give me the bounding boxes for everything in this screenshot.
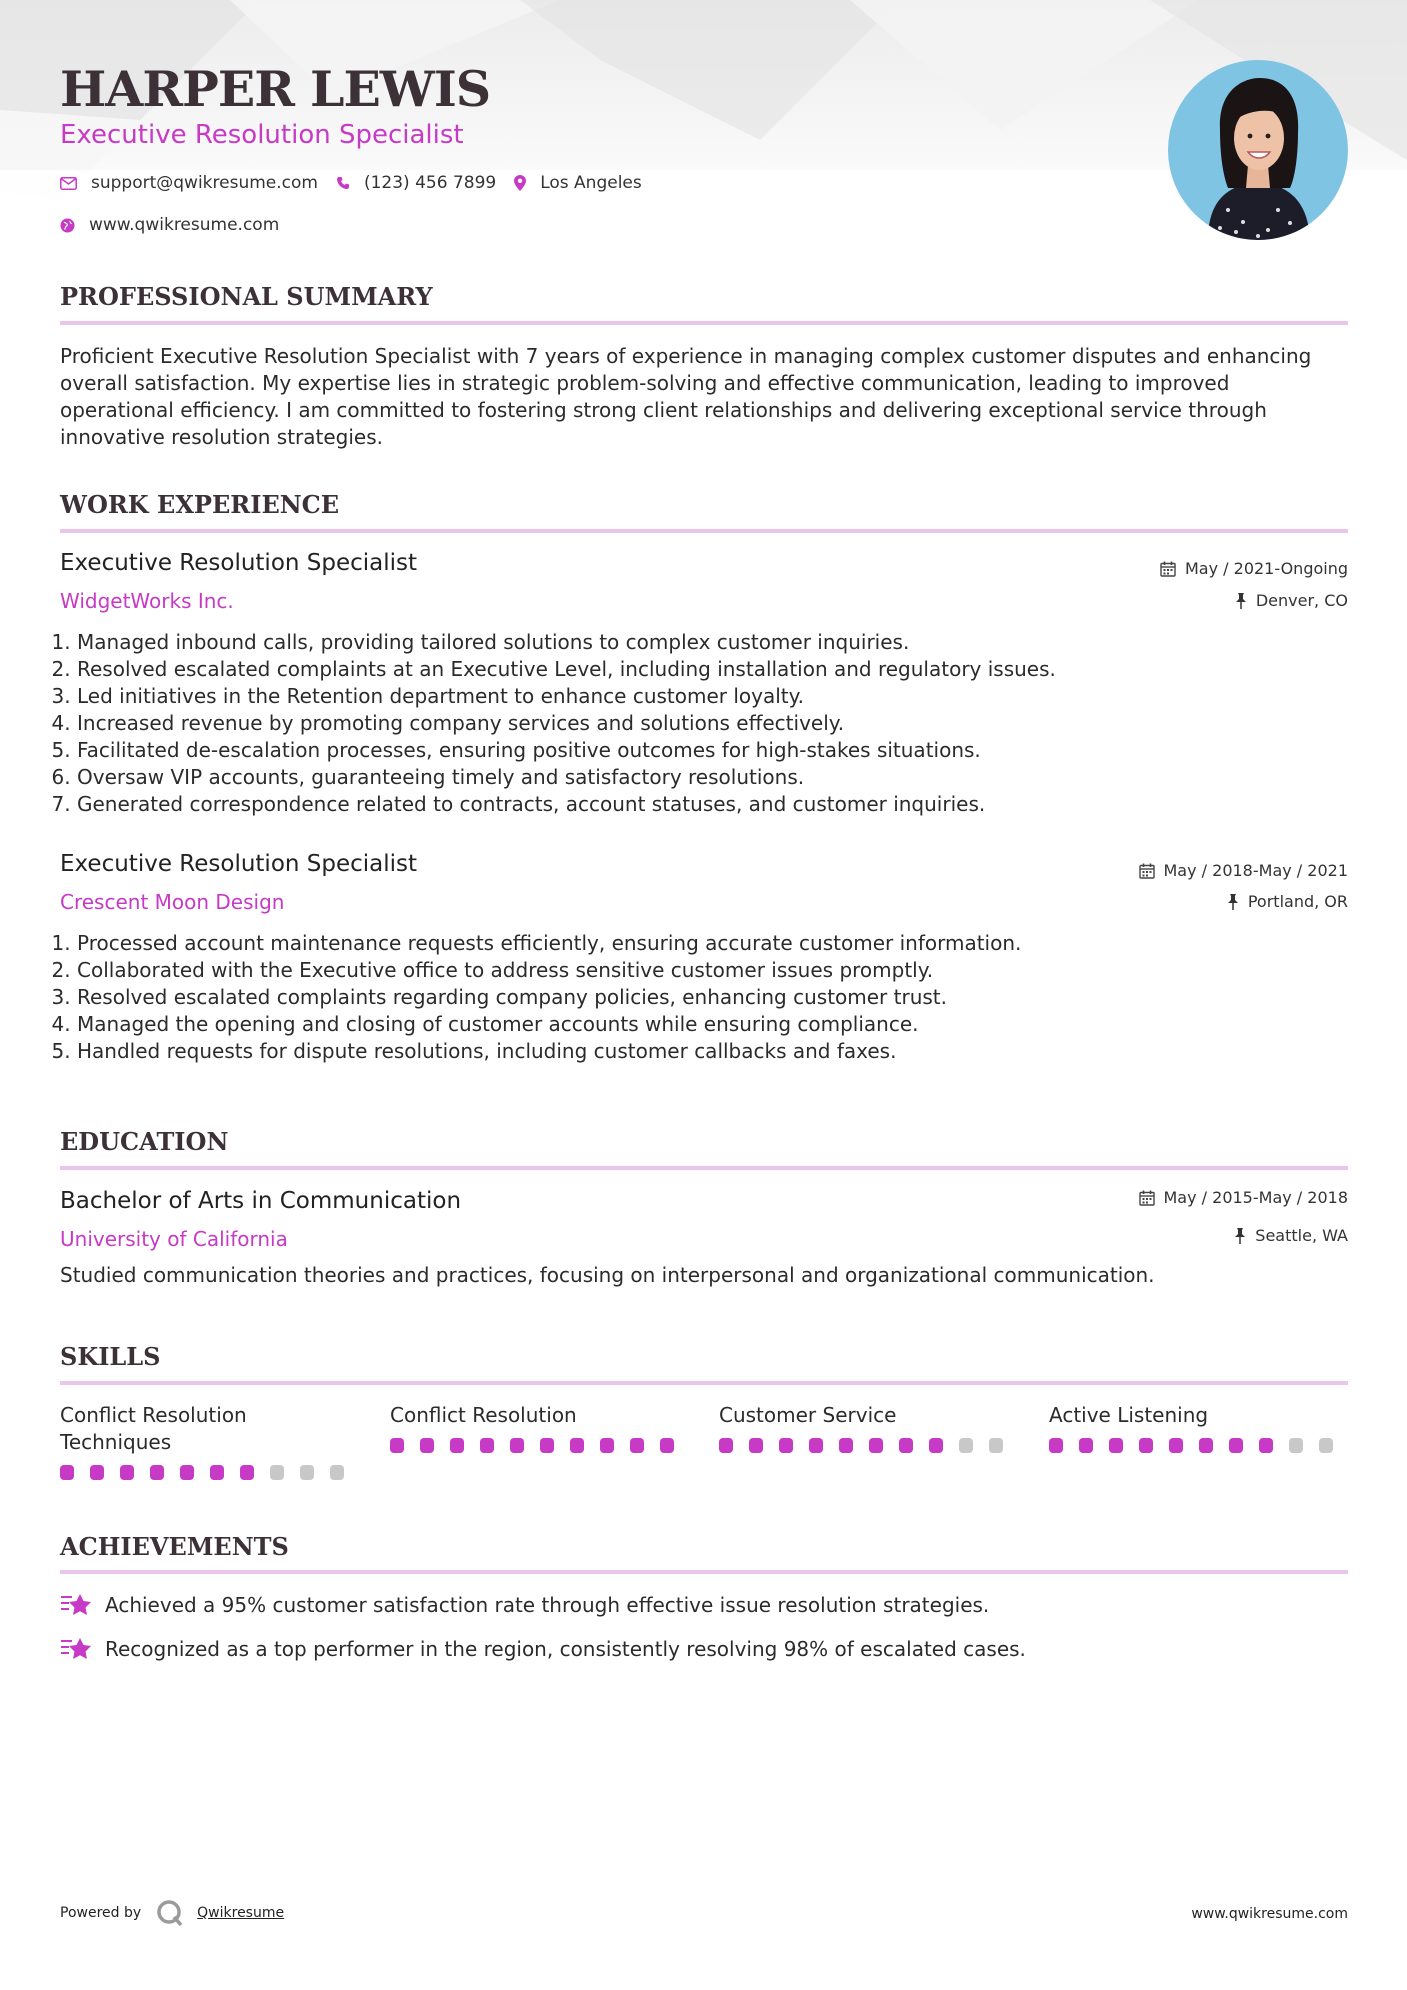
list-item: 4. Increased revenue by promoting company services and solutions effectively. — [77, 710, 1347, 737]
job-dates — [1139, 861, 1349, 880]
degree-title: Bachelor of Arts in Communication — [60, 1188, 462, 1214]
school-name: University of California — [60, 1227, 288, 1251]
job-title: Executive Resolution Specialist — [60, 550, 418, 576]
skill-dot-empty — [330, 1465, 344, 1480]
skill-dot-empty — [1319, 1438, 1333, 1453]
skill-dot-filled — [899, 1438, 913, 1453]
skill-dot-filled — [420, 1438, 434, 1453]
skill-rating — [390, 1438, 690, 1453]
calendar-icon — [1139, 863, 1155, 879]
skill-dot-filled — [90, 1465, 104, 1480]
skill-dot-filled — [150, 1465, 164, 1480]
skill-dot-filled — [719, 1438, 733, 1453]
education-divider — [60, 1166, 1348, 1170]
achievements-heading: ACHIEVEMENTS — [60, 1532, 289, 1561]
pushpin-icon — [1227, 894, 1239, 910]
pushpin-icon — [1234, 1228, 1246, 1244]
skill-dot-filled — [1139, 1438, 1153, 1453]
job-location — [1235, 591, 1348, 610]
skill-name: Customer Service — [719, 1403, 897, 1427]
location-text: Los Angeles — [540, 173, 642, 193]
skill-dot-filled — [660, 1438, 674, 1453]
skill-name: Conflict Resolution Techniques — [60, 1403, 247, 1454]
skill-dot-empty — [1289, 1438, 1303, 1453]
website-text: www.qwikresume.com — [89, 215, 280, 235]
education-dates-text: May / 2015-May / 2018 — [1163, 1188, 1348, 1207]
skill-dot-filled — [1109, 1438, 1123, 1453]
skill-dot-filled — [450, 1438, 464, 1453]
skill-dot-filled — [839, 1438, 853, 1453]
skill-dot-filled — [1079, 1438, 1093, 1453]
job-title: Executive Resolution Specialist — [60, 851, 418, 877]
skill-dot-filled — [1229, 1438, 1243, 1453]
skill-dot-filled — [60, 1465, 74, 1480]
skill-dot-filled — [809, 1438, 823, 1453]
list-item: 1. Managed inbound calls, providing tailored solutions to complex customer inquiries. — [77, 629, 1347, 656]
list-item: 5. Handled requests for dispute resolutions, including customer callbacks and faxes. — [77, 1038, 1347, 1065]
summary-text: Proficient Executive Resolution Specialist with 7 years of experience in managing complex customer disputes and enhancing overall satisfaction. My expertise lies in strategic problem-solving and effective communication, leading to improved operational efficiency. I am committed to fostering strong client relationships and delivering exceptional service through innovative resolution strategies. — [60, 344, 1312, 449]
job-dates-text: May / 2021-Ongoing — [1185, 559, 1348, 578]
skill-dot-filled — [869, 1438, 883, 1453]
list-item: 2. Resolved escalated complaints at an Executive Level, including installation and regulatory issues. — [77, 656, 1347, 683]
skill-item — [390, 1402, 690, 1453]
skill-dot-filled — [240, 1465, 254, 1480]
skill-dot-filled — [480, 1438, 494, 1453]
skill-dot-filled — [749, 1438, 763, 1453]
skill-dot-filled — [510, 1438, 524, 1453]
star-icon — [60, 1636, 93, 1662]
company-name: WidgetWorks Inc. — [60, 589, 234, 613]
skill-dot-filled — [600, 1438, 614, 1453]
achievement-text: Achieved a 95% customer satisfaction rate through effective issue resolution strategies. — [105, 1593, 990, 1617]
candidate-title: Executive Resolution Specialist — [60, 120, 464, 150]
job-dates — [1160, 559, 1348, 578]
experience-heading: WORK EXPERIENCE — [60, 490, 340, 519]
profile-photo — [1168, 60, 1348, 240]
skill-item — [60, 1402, 360, 1480]
achievement-text: Recognized as a top performer in the region, consistently resolving 98% of escalated cases. — [105, 1637, 1026, 1661]
calendar-icon — [1139, 1190, 1155, 1206]
job-location — [1227, 892, 1348, 911]
phone-text: (123) 456 7899 — [363, 173, 497, 193]
map-pin-icon — [514, 175, 526, 191]
footer-website[interactable]: www.qwikresume.com — [1191, 1906, 1348, 1922]
profile-photo-illustration — [1168, 60, 1348, 240]
skill-dot-filled — [1259, 1438, 1273, 1453]
skill-dot-filled — [1049, 1438, 1063, 1453]
email-item[interactable] — [60, 173, 318, 193]
website-item[interactable] — [60, 215, 279, 235]
job-location-text: Portland, OR — [1247, 892, 1348, 911]
list-item: 7. Generated correspondence related to contracts, account statuses, and customer inquiries. — [77, 791, 1347, 818]
email-text: support@qwikresume.com — [91, 173, 318, 193]
list-item: 6. Oversaw VIP accounts, guaranteeing timely and satisfactory resolutions. — [77, 764, 1347, 791]
skill-rating — [719, 1438, 1019, 1453]
job-responsibilities — [60, 629, 1347, 818]
candidate-name: HARPER LEWIS — [60, 60, 491, 118]
skill-dot-filled — [1169, 1438, 1183, 1453]
contact-row — [60, 173, 660, 193]
phone-icon — [336, 176, 350, 190]
skill-name: Active Listening — [1049, 1403, 1209, 1427]
job-dates-text: May / 2018-May / 2021 — [1163, 861, 1348, 880]
skill-dot-filled — [1199, 1438, 1213, 1453]
skill-dot-filled — [630, 1438, 644, 1453]
skill-dot-filled — [570, 1438, 584, 1453]
calendar-icon — [1160, 561, 1176, 577]
qwikresume-logo-icon — [155, 1898, 185, 1928]
achievement-item — [60, 1636, 1026, 1662]
skill-dot-empty — [270, 1465, 284, 1480]
skill-dot-filled — [180, 1465, 194, 1480]
location-item — [514, 173, 642, 193]
summary-heading: PROFESSIONAL SUMMARY — [60, 282, 433, 311]
skill-name: Conflict Resolution — [390, 1403, 577, 1427]
list-item: 5. Facilitated de-escalation processes, ensuring positive outcomes for high-stakes situations. — [77, 737, 1347, 764]
star-icon — [60, 1592, 93, 1618]
website-row — [60, 215, 297, 235]
list-item: 3. Led initiatives in the Retention department to enhance customer loyalty. — [77, 683, 1347, 710]
skill-dot-filled — [779, 1438, 793, 1453]
pushpin-icon — [1235, 593, 1247, 609]
skill-dot-empty — [959, 1438, 973, 1453]
company-name: Crescent Moon Design — [60, 890, 285, 914]
list-item: 2. Collaborated with the Executive office to address sensitive customer issues promptly. — [77, 957, 1347, 984]
education-location — [1234, 1226, 1348, 1245]
envelope-icon — [60, 177, 77, 190]
experience-divider — [60, 529, 1348, 533]
skill-dot-filled — [120, 1465, 134, 1480]
education-heading: EDUCATION — [60, 1127, 229, 1156]
skill-dot-empty — [300, 1465, 314, 1480]
globe-icon — [60, 218, 75, 233]
list-item: 1. Processed account maintenance requests efficiently, ensuring accurate customer information. — [77, 930, 1347, 957]
skill-dot-filled — [929, 1438, 943, 1453]
skill-item — [719, 1402, 1019, 1453]
footer-powered-by — [60, 1898, 284, 1928]
education-location-text: Seattle, WA — [1255, 1226, 1348, 1245]
skills-divider — [60, 1381, 1348, 1385]
education-description: Studied communication theories and practices, focusing on interpersonal and organizational communication. — [60, 1263, 1155, 1287]
achievements-divider — [60, 1570, 1348, 1574]
skill-dot-empty — [989, 1438, 1003, 1453]
skill-rating — [60, 1465, 360, 1480]
skills-heading: SKILLS — [60, 1342, 161, 1371]
skill-dot-filled — [540, 1438, 554, 1453]
job-location-text: Denver, CO — [1255, 591, 1348, 610]
skill-item — [1049, 1402, 1349, 1453]
education-dates — [1139, 1188, 1349, 1207]
skill-dot-filled — [210, 1465, 224, 1480]
phone-item[interactable] — [336, 173, 496, 193]
list-item: 4. Managed the opening and closing of customer accounts while ensuring compliance. — [77, 1011, 1347, 1038]
powered-by-label: Powered by — [60, 1905, 142, 1921]
skill-dot-filled — [390, 1438, 404, 1453]
job-responsibilities — [60, 930, 1347, 1065]
skill-rating — [1049, 1438, 1349, 1453]
list-item: 3. Resolved escalated complaints regarding company policies, enhancing customer trust. — [77, 984, 1347, 1011]
achievement-item — [60, 1592, 989, 1618]
summary-divider — [60, 321, 1348, 325]
qwikresume-link[interactable]: Qwikresume — [197, 1905, 285, 1921]
